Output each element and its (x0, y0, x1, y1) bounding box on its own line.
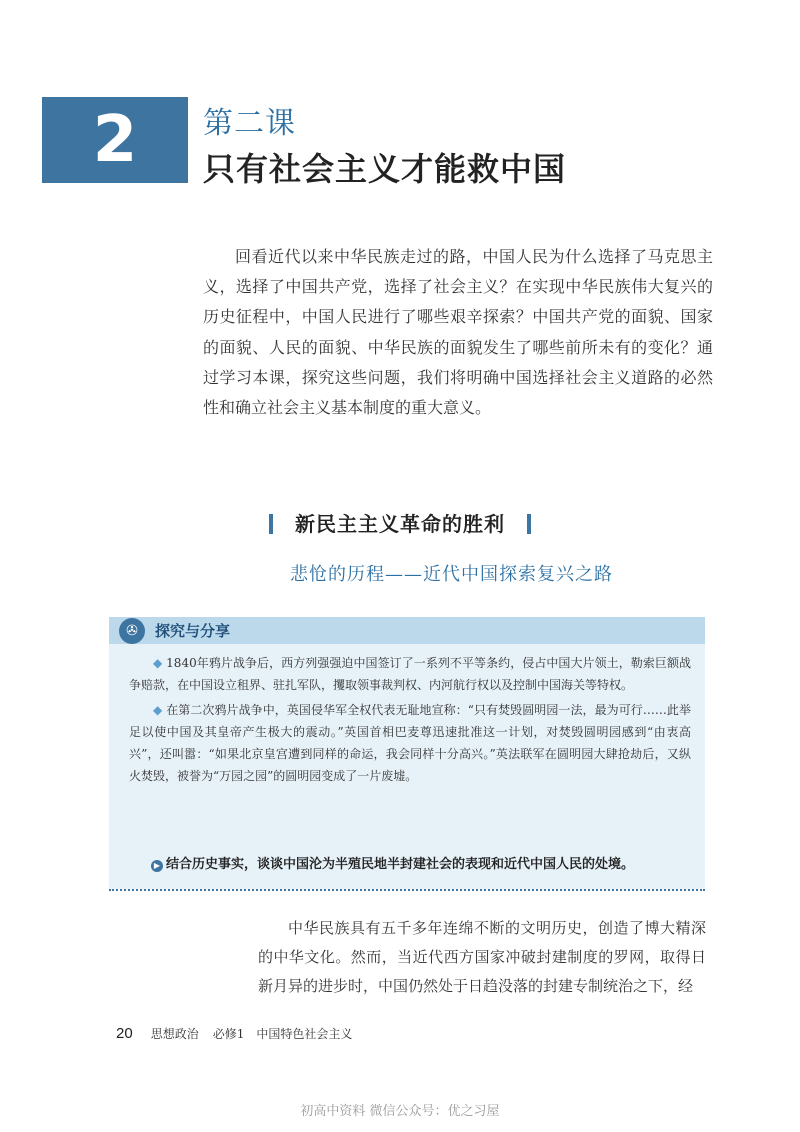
heading-bar-left (269, 514, 273, 534)
page-footer (116, 1025, 352, 1042)
lesson-label: 第二课 (203, 106, 296, 141)
page-number: 20 (116, 1025, 133, 1042)
intro-paragraph: 回看近代以来中华民族走过的路，中国人民为什么选择了马克思主义，选择了中国共产党，选择了社会主义？在实现中华民族伟大复兴的历史征程中，中国人民进行了哪些艰辛探索？中国共产党的面貌、国家的面貌、人民的面貌、中华民族的面貌发生了哪些前所未有的变化？通过学习本课，探究这些问题，我们将明确中国选择社会主义道路的必然性和确立社会主义基本制度的重大意义。 (203, 247, 713, 418)
footer-book-title: 思想政治 (150, 1027, 199, 1041)
footer-volume-title: 中国特色社会主义 (256, 1027, 353, 1041)
footer-volume: 必修1 (212, 1027, 245, 1041)
heading-bar-right (527, 514, 531, 534)
explore-paragraph (129, 699, 691, 787)
explore-paragraph-text: 1840年鸦片战争后，西方列强强迫中国签订了一系列不平等条约，侵占中国大片领土，勒索巨额战争赔款，在中国设立租界、驻扎军队，攫取领事裁判权、内河航行权以及控制中国海关等特权。 (129, 656, 691, 692)
section-heading (0, 508, 800, 537)
explore-share-box (109, 617, 705, 889)
film-reel-icon: ✇ (119, 618, 145, 644)
explore-body (129, 652, 691, 790)
explore-header (109, 617, 705, 644)
explore-paragraph (129, 652, 691, 696)
watermark: 初高中资料 微信公众号：优之习屋 (300, 1104, 500, 1119)
explore-title: 探究与分享 (155, 622, 231, 640)
explore-question (151, 853, 691, 872)
diamond-bullet-icon: ◆ (153, 656, 163, 670)
section-heading-text: 新民主主义革命的胜利 (295, 512, 505, 536)
diamond-bullet-icon: ◆ (153, 703, 163, 717)
lesson-number-badge: 2 (42, 97, 188, 183)
main-text: 中华民族具有五千多年连绵不断的文明历史，创造了博大精深的中华文化。然而，当近代西方国家冲破封建制度的罗网，取得日新月异的进步时，中国仍然处于日趋没落的封建专制统治之下，经 (258, 919, 706, 995)
arrow-circle-icon: ▶ (151, 860, 163, 872)
explore-paragraph-text: 在第二次鸦片战争中，英国侵华军全权代表无耻地宣称：“只有焚毁圆明园一法，最为可行……此举足以使中国及其皇帝产生极大的震动。”英国首相巴麦尊迅速批准这一计划，对焚毁圆明园感到“由衷高兴”，还叫嚣：“如果北京皇宫遭到同样的命运，我会同样十分高兴。”英法联军在圆明园大肆抢劫后，又纵火焚毁，被誉为“万园之园”的圆明园变成了一片废墟。 (129, 703, 691, 783)
subsection-heading: 悲怆的历程——近代中国探索复兴之路 (290, 564, 613, 585)
box-dotted-divider (109, 889, 705, 891)
explore-question-text: 结合历史事实，谈谈中国沦为半殖民地半封建社会的表现和近代中国人民的处境。 (166, 857, 635, 872)
lesson-title: 只有社会主义才能救中国 (203, 150, 567, 188)
